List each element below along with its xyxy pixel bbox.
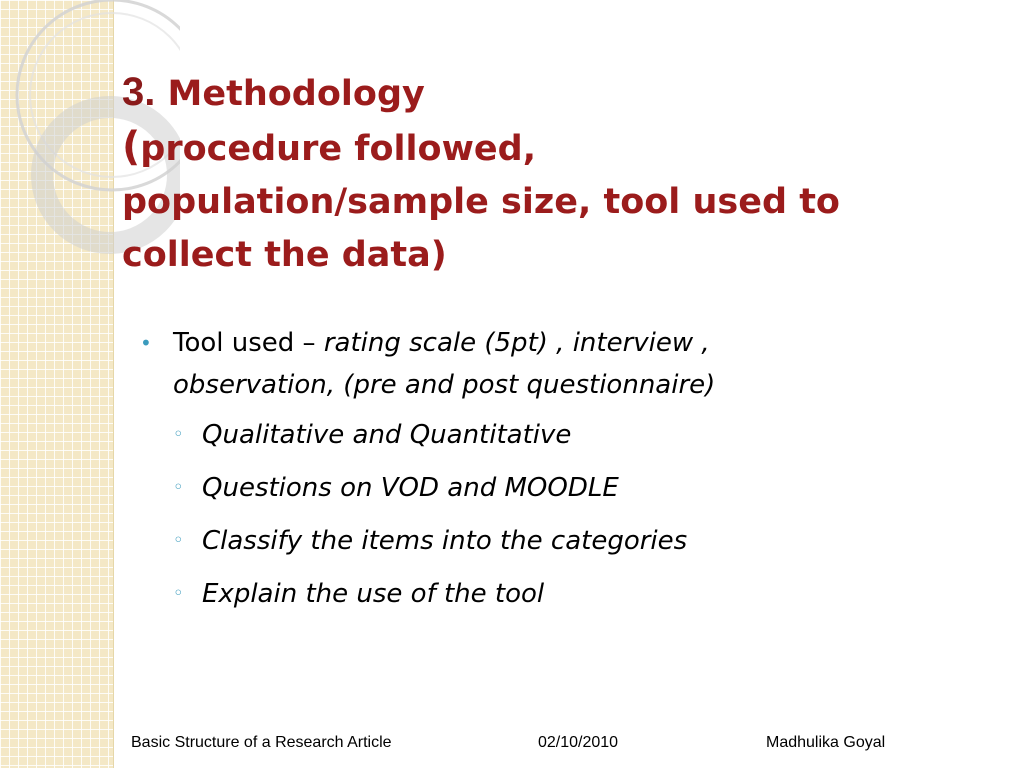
sub-bullet-item — [173, 520, 960, 562]
title-paren-open: ( — [122, 124, 141, 170]
footer-title: Basic Structure of a Research Article — [131, 734, 392, 751]
section-number: 3. — [122, 70, 156, 114]
sub-bullet-ring-icon: ◦ — [173, 477, 184, 498]
bullet-dot-icon: • — [140, 331, 152, 355]
title-line-1 — [122, 66, 982, 121]
bullet-line-1 — [173, 322, 960, 364]
sub-bullet-text: Explain the use of the tool — [202, 579, 545, 609]
slide-body — [140, 322, 960, 626]
title-line-3: population/sample size, tool used to — [122, 182, 840, 222]
footer-author: Madhulika Goyal — [766, 734, 886, 751]
bullet-item — [140, 322, 960, 406]
bullet-lead: Tool used – — [173, 328, 324, 358]
sub-bullet-ring-icon: ◦ — [173, 424, 184, 445]
sub-bullet-text: Questions on VOD and MOODLE — [202, 473, 619, 503]
sub-bullet-list — [140, 414, 960, 615]
title-line-4: collect the data) — [122, 235, 447, 275]
sub-bullet-item — [173, 414, 960, 456]
sub-bullet-ring-icon: ◦ — [173, 583, 184, 604]
sub-bullet-text: Classify the items into the categories — [202, 526, 688, 556]
sub-bullet-item — [173, 467, 960, 509]
title-line-2 — [122, 121, 982, 176]
bullet-italic-text-1: rating scale (5pt) , interview , — [323, 328, 710, 358]
footer-date: 02/10/2010 — [538, 734, 619, 751]
title-line-2-text: procedure followed, — [140, 129, 537, 169]
slide-title — [122, 66, 982, 282]
sub-bullet-text: Qualitative and Quantitative — [202, 420, 572, 450]
sub-bullet-item — [173, 573, 960, 615]
bullet-italic-text-2: observation, (pre and post questionnaire) — [173, 370, 716, 400]
sub-bullet-ring-icon: ◦ — [173, 530, 184, 551]
title-heading: Methodology — [167, 74, 425, 114]
